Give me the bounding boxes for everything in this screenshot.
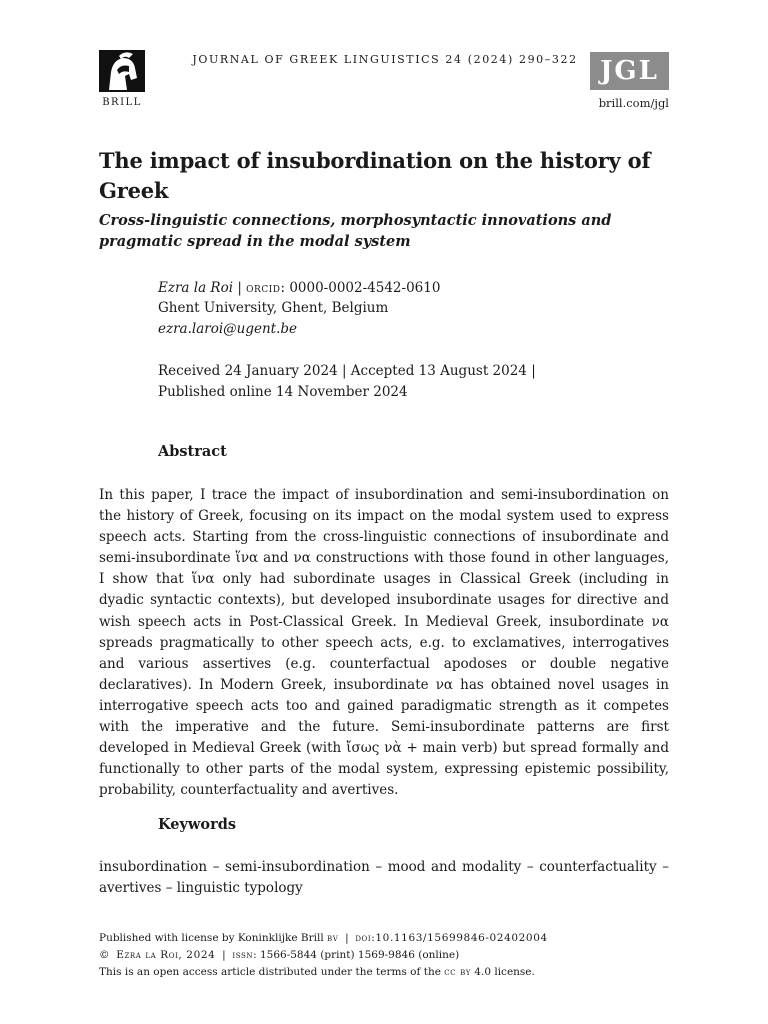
abstract-text: In this paper, I trace the impact of insubordination and semi-insubordination on the history of Greek, focusing on its impact on the modal system used to express speech acts. Starting from the cross-linguistic connections of insubordinate and semi-insubordinate ἵνα and να constructions with those found in other languages, I show that ἵνα only had subordinate usages in Classical Greek (including in dyadic syntactic contexts), but developed insubordinate usages for directive and wish speech acts in Post-Classical Greek. In Medieval Greek, insubordinate να spreads pragmatically to other speech acts, e.g. to exclamatives, interrogatives and various assertives (e.g. counterfactual apodoses or double negative declaratives). In Modern Greek, insubordinate να has obtained novel usages in interrogative speech acts too and gained paradigmatic strength as it competes with the imperative and the future. Semi-insubordinate patterns are first developed in Medieval Greek (with ἴσως νὰ + main verb) but spread formally and functionally to other parts of the modal system, expressing epistemic possibility, probability, counterfactuality and avertives. <box>99 487 669 799</box>
journal-url-link[interactable]: brill.com/jgl <box>598 96 669 110</box>
issn-value: : 1566-5844 (print) 1569-9846 (online) <box>253 949 460 961</box>
license-line: Published with license by Koninklijke Brill bv | doi:10.1163/15699846-02402004 <box>99 932 548 944</box>
article-subtitle: Cross-linguistic connections, morphosyntactic innovations and pragmatic spread in the modal system <box>99 212 612 250</box>
open-access-suffix: 4.0 license. <box>470 966 535 978</box>
author-email-link[interactable]: ezra.laroi@ugent.be <box>158 321 298 337</box>
orcid-separator: | <box>233 280 247 296</box>
publication-dates: Received 24 January 2024 | Accepted 13 August 2024 | Published online 14 November 2024 <box>158 363 536 400</box>
open-access-line <box>99 964 669 981</box>
article-title: The impact of insubordination on the history of Greek <box>99 148 651 203</box>
journal-badge: JGL <box>590 52 669 90</box>
brill-logo <box>99 50 145 92</box>
doi-link[interactable]: doi:10.1163/15699846-02402004 <box>355 932 548 944</box>
copyright-line: © Ezra la Roi, 2024 | issn: 1566-5844 (print) 1569-9846 (online) <box>99 949 460 961</box>
copyright-icon: © <box>99 949 110 961</box>
license-prefix: Published with license by Koninklijke Brill <box>99 932 328 944</box>
publisher-name: BRILL <box>102 97 142 108</box>
keywords-text: insubordination – semi-insubordination – mood and modality – counterfactuality – avertives – linguistic typology <box>99 859 669 897</box>
issn-label: issn <box>232 949 254 961</box>
orcid-id-link[interactable]: : 0000-0002-4542-0610 <box>280 280 441 296</box>
author-line <box>158 278 678 299</box>
brill-owl-helmet-icon <box>99 50 145 92</box>
bv-label: bv <box>327 932 339 944</box>
license-footer <box>99 930 669 981</box>
journal-citation: JOURNAL OF GREEK LINGUISTICS 24 (2024) 290–322 <box>192 53 578 66</box>
copyright-holder: Ezra la Roi, 2024 <box>116 949 216 961</box>
open-access-prefix: This is an open access article distributed under the terms of the <box>99 966 445 978</box>
abstract-heading: Abstract <box>158 443 227 460</box>
keywords-heading: Keywords <box>158 816 237 833</box>
author-name: Ezra la Roi <box>158 280 234 296</box>
author-affiliation: Ghent University, Ghent, Belgium <box>158 300 389 316</box>
orcid-label: orcid <box>246 280 281 296</box>
cc-by-link[interactable]: cc by <box>444 966 471 978</box>
